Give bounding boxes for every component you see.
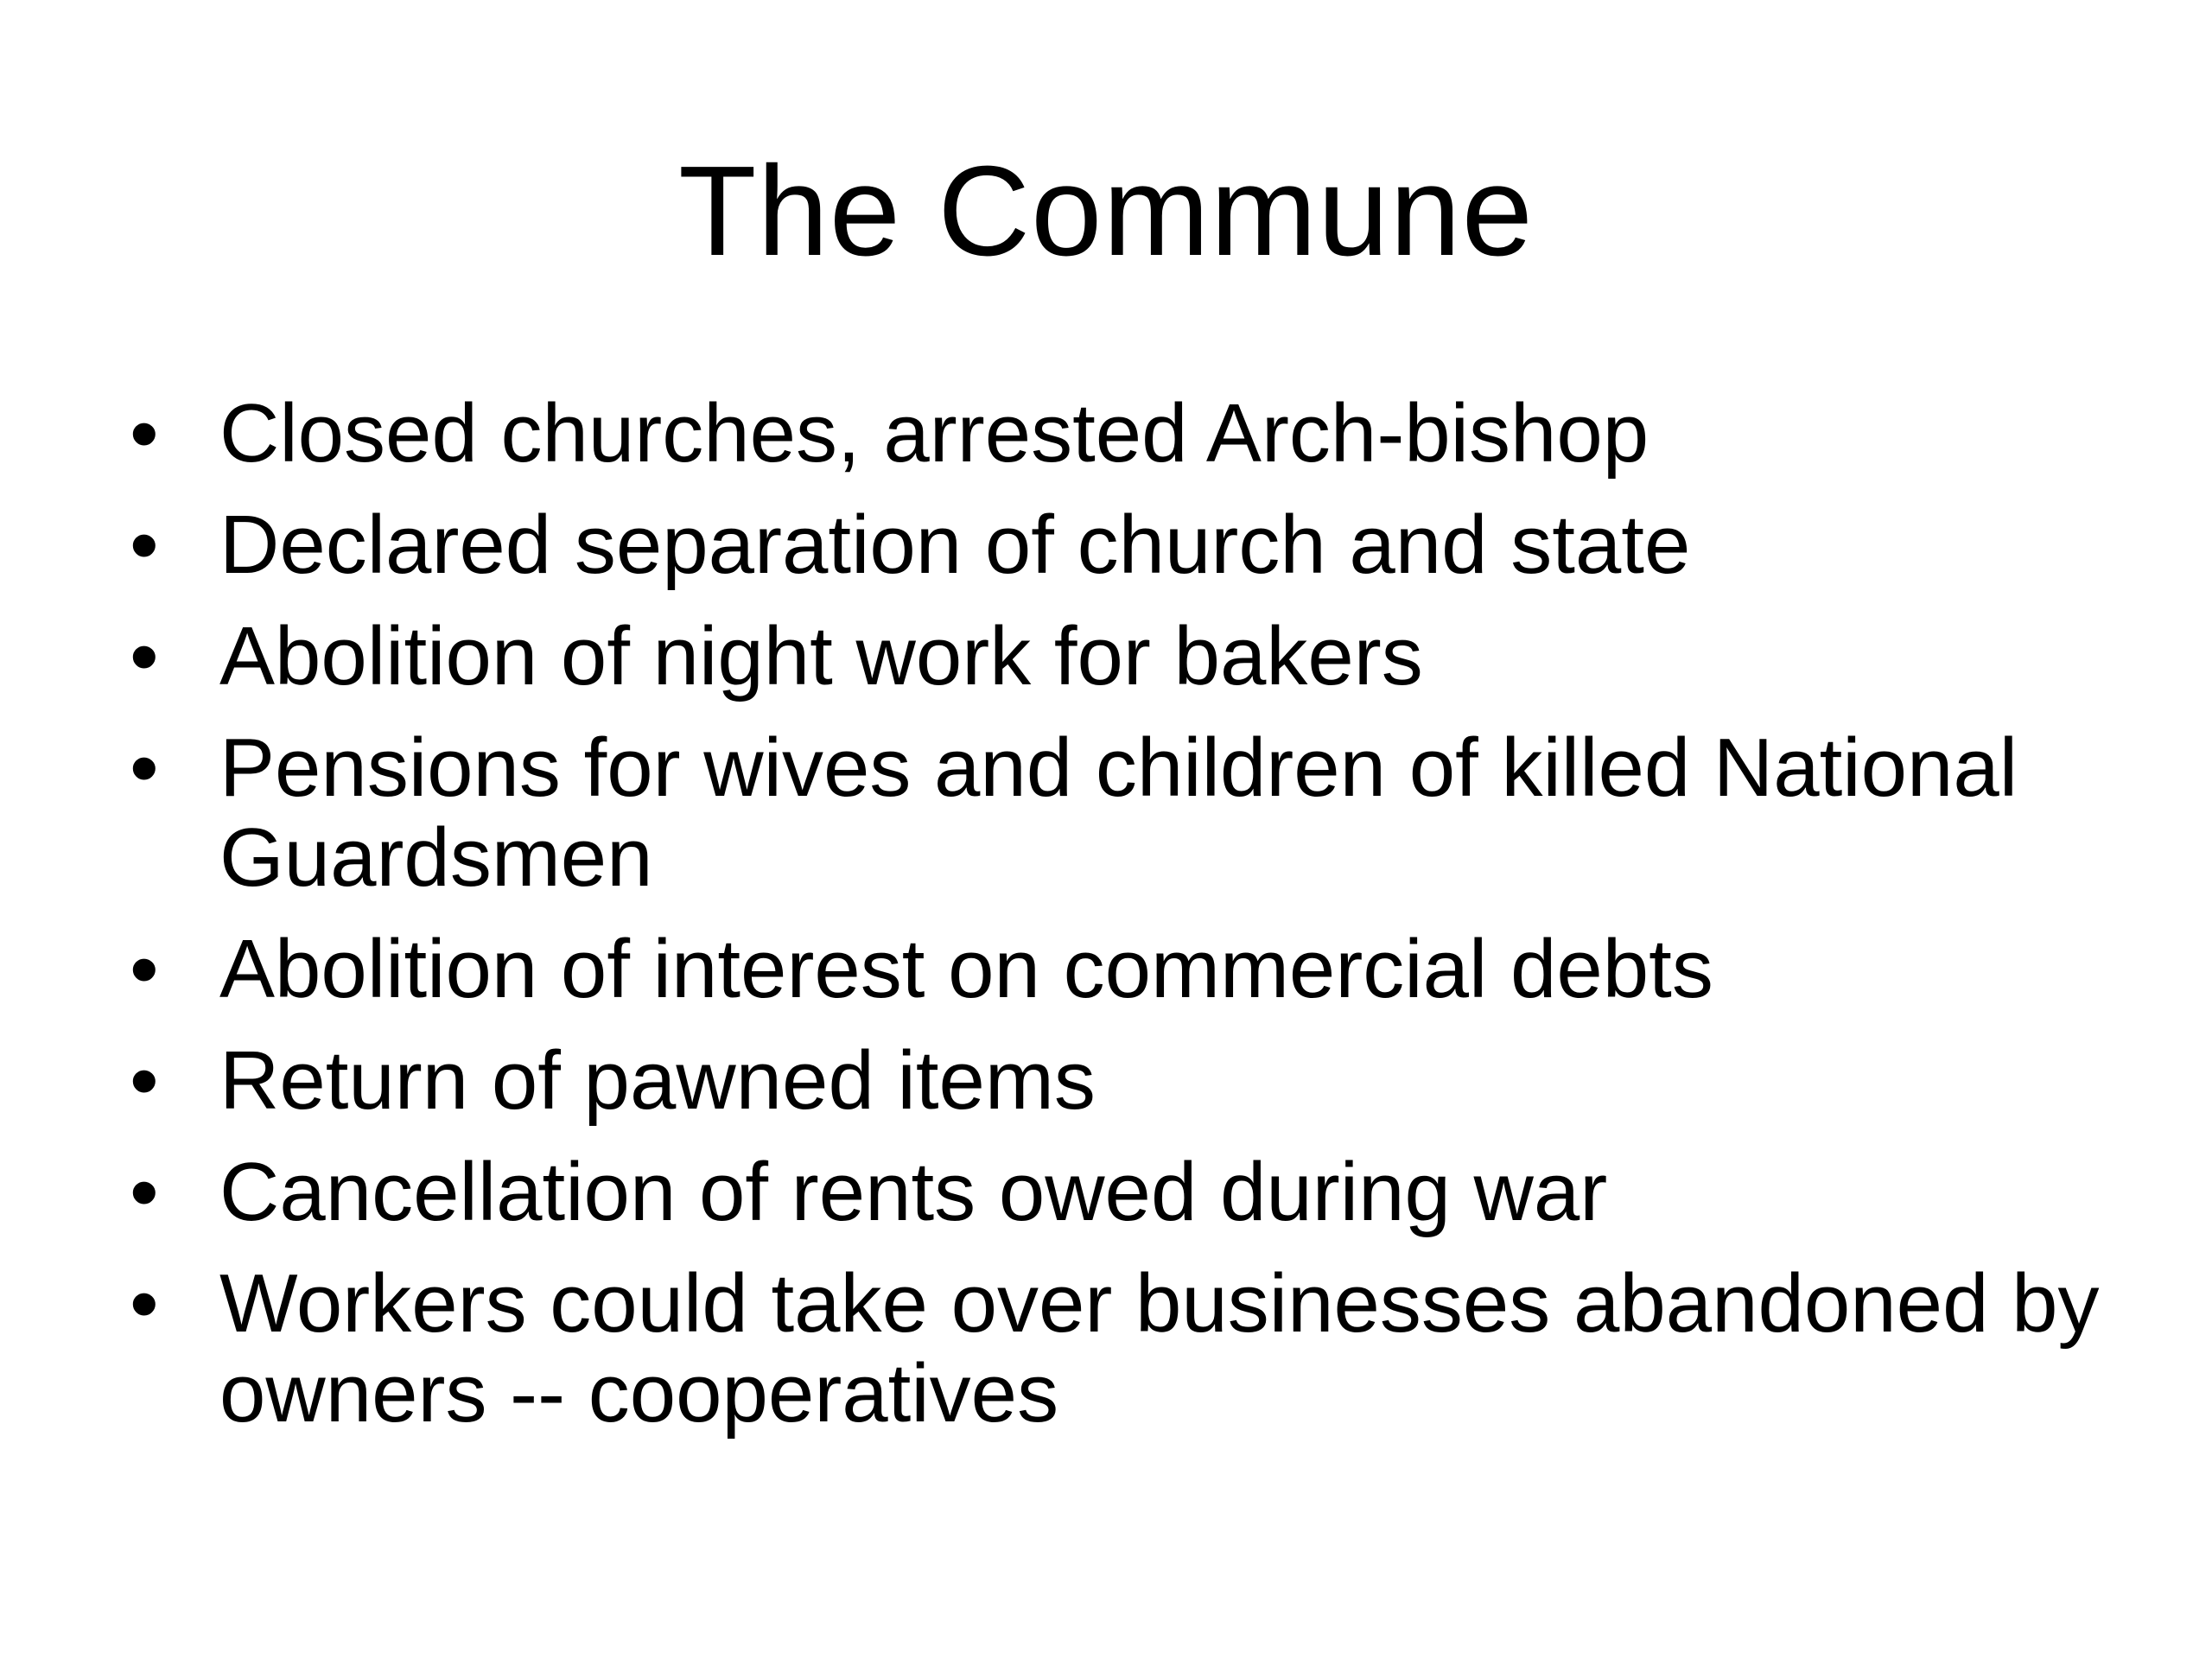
bullet-text: Return of pawned items — [219, 1034, 1096, 1127]
bullet-icon: • — [130, 1257, 159, 1350]
bullet-icon: • — [130, 1034, 159, 1127]
bullet-text: Workers could take over businesses abandoned by owners -- cooperatives — [219, 1257, 2100, 1440]
bullet-text: Abolition of interest on commercial debts — [219, 923, 1713, 1015]
bullet-item — [130, 612, 2117, 702]
bullet-icon: • — [130, 721, 159, 814]
bullet-icon: • — [130, 499, 159, 591]
bullet-item — [130, 723, 2117, 903]
slide-title: The Commune — [678, 140, 1534, 283]
bullet-icon: • — [130, 1146, 159, 1238]
bullet-text: Pensions for wives and children of killed National Guardsmen — [219, 721, 2018, 904]
bullet-text: Abolition of night work for bakers — [219, 610, 1423, 702]
bullet-item — [130, 389, 2117, 479]
bullet-text: Declared separation of church and state — [219, 499, 1691, 591]
bullet-icon: • — [130, 923, 159, 1015]
bullet-list — [130, 389, 2117, 1460]
bullet-text: Closed churches, arrested Arch-bishop — [219, 387, 1649, 480]
bullet-item — [130, 1147, 2117, 1237]
bullet-item — [130, 1259, 2117, 1439]
bullet-icon: • — [130, 610, 159, 702]
bullet-text: Cancellation of rents owed during war — [219, 1146, 1608, 1238]
bullet-item — [130, 500, 2117, 590]
bullet-item — [130, 925, 2117, 1014]
bullet-item — [130, 1036, 2117, 1126]
bullet-icon: • — [130, 387, 159, 480]
